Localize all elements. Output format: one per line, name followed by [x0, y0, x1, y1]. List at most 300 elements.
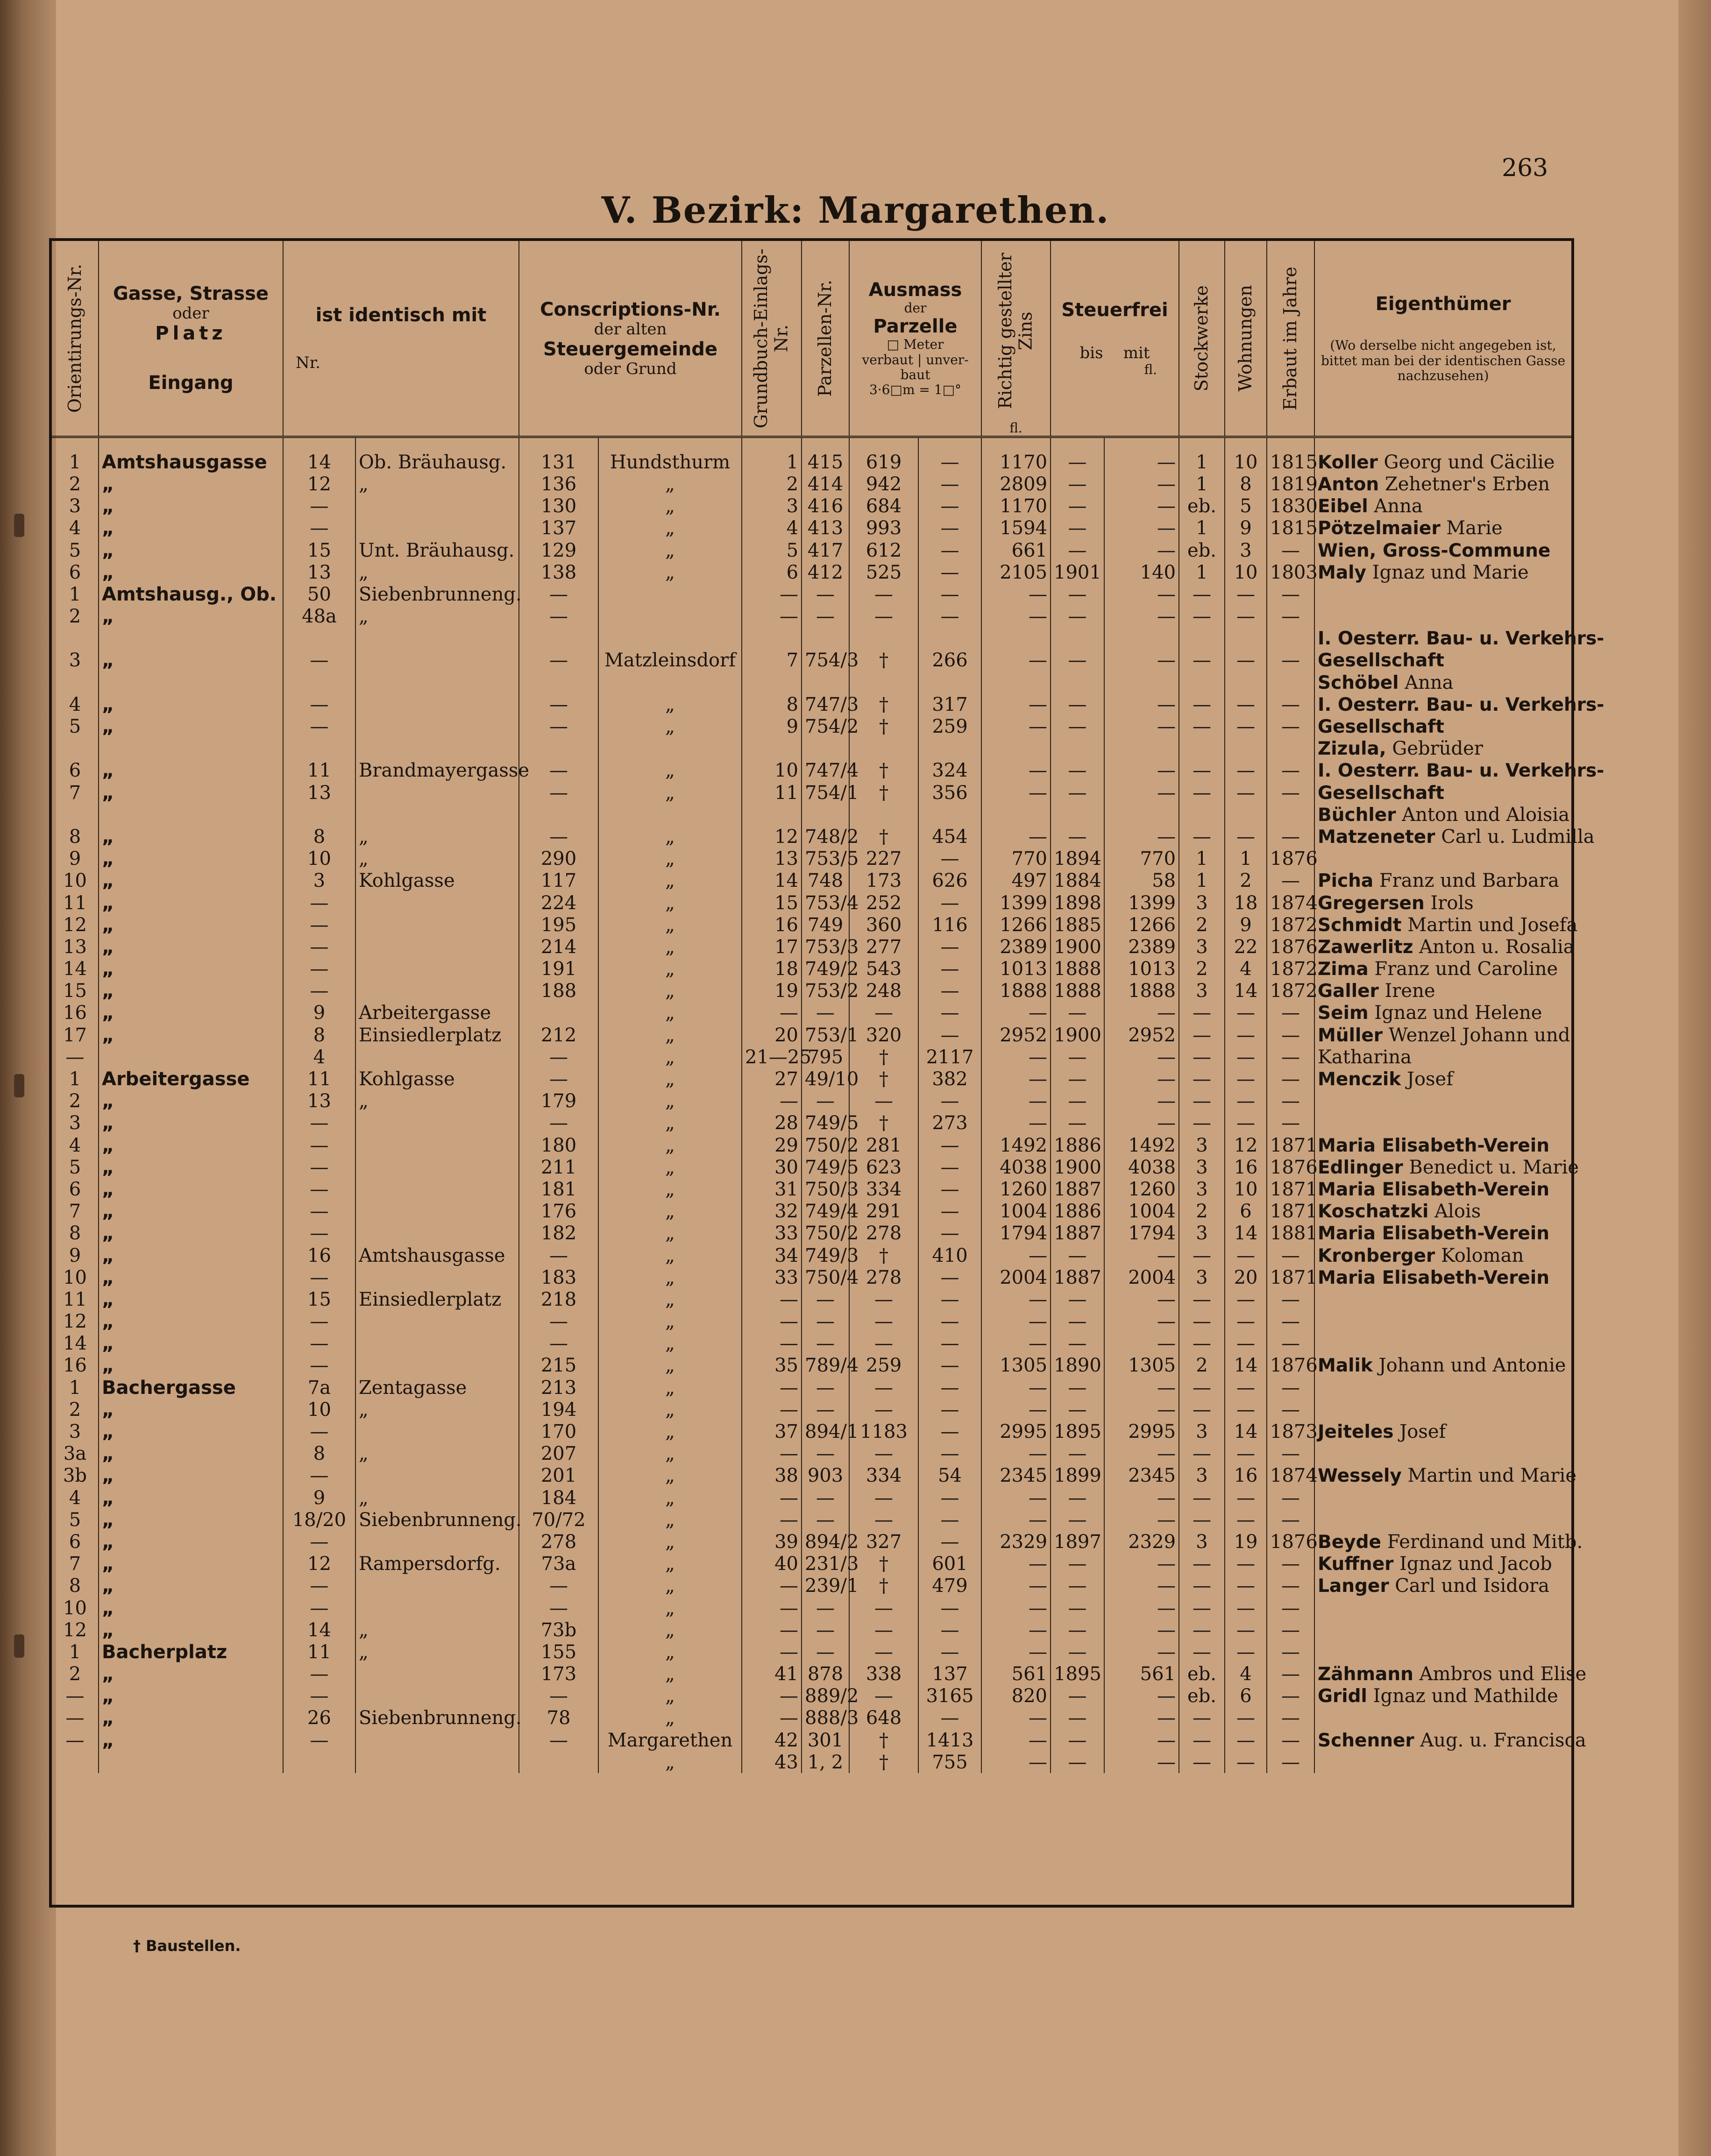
identisch-gasse-cell: „: [355, 848, 519, 870]
identisch-gasse-cell: „: [355, 606, 519, 628]
grund-cell: „: [598, 914, 742, 936]
ausmass-unverbaut-cell: —: [918, 1024, 981, 1046]
grund-cell: „: [598, 715, 742, 737]
table-row: [52, 1377, 1571, 1399]
wohnungen-cell: [1225, 628, 1267, 650]
erbaut-cell: —: [1267, 826, 1314, 848]
ausmass-verbaut-cell: 543: [849, 958, 918, 980]
wohnungen-cell: 6: [1225, 1201, 1267, 1223]
orientierung-nr-cell: [52, 672, 99, 693]
col-identisch: ist identisch mit Nr.: [283, 241, 519, 437]
steuerfrei-bis-cell: 1895: [1051, 1663, 1104, 1685]
eigenthuemer-cell: [1314, 870, 1571, 892]
ausmass-verbaut-cell: †: [849, 1046, 918, 1068]
parzellen-nr-cell: 754/2: [802, 715, 849, 737]
conscriptions-nr-cell: 224: [519, 892, 598, 914]
grund-cell: „: [598, 1399, 742, 1421]
steuerfrei-bis-cell: [1051, 672, 1104, 693]
table-row: [52, 914, 1571, 936]
page-number: 263: [1502, 154, 1548, 182]
orientierung-nr-cell: 2: [52, 1399, 99, 1421]
owner-surname: Maly: [1318, 562, 1366, 583]
orientierung-nr-cell: 7: [52, 1553, 99, 1575]
parzellen-nr-cell: 888/3: [802, 1707, 849, 1729]
erbaut-cell: 1803: [1267, 561, 1314, 583]
table-row: [52, 1575, 1571, 1597]
parzellen-nr-cell: 789/4: [802, 1355, 849, 1377]
owner-surname: Büchler: [1318, 804, 1396, 826]
steuerfrei-mit-cell: 561: [1104, 1663, 1179, 1685]
eigenthuemer-cell: [1314, 1112, 1571, 1134]
parzellen-nr-cell: 750/4: [802, 1266, 849, 1288]
steuerfrei-mit-cell: 1305: [1104, 1355, 1179, 1377]
grundbuch-nr-cell: 43: [742, 1751, 802, 1773]
table-row: [52, 1333, 1571, 1355]
erbaut-cell: 1871: [1267, 1266, 1314, 1288]
identisch-gasse-cell: [355, 738, 519, 760]
steuerfrei-bis-cell: —: [1051, 1487, 1104, 1509]
ausmass-unverbaut-cell: —: [918, 1002, 981, 1024]
zins-cell: 661: [981, 539, 1051, 561]
table-row: [52, 1046, 1571, 1068]
identisch-gasse-cell: [355, 1333, 519, 1355]
table-row: [52, 1707, 1571, 1729]
orientierung-nr-cell: 2: [52, 606, 99, 628]
eigenthuemer-cell: [1314, 1663, 1587, 1685]
stockwerke-cell: —: [1179, 1046, 1225, 1068]
stockwerke-cell: 2: [1179, 1355, 1225, 1377]
wohnungen-cell: 10: [1225, 1178, 1267, 1200]
steuerfrei-bis-cell: —: [1051, 1377, 1104, 1399]
eigenthuemer-cell: [1314, 1090, 1571, 1112]
erbaut-cell: [1267, 738, 1314, 760]
owner-surname: Zima: [1318, 959, 1369, 980]
orientierung-nr-cell: 17: [52, 1024, 99, 1046]
grundbuch-nr-cell: 33: [742, 1223, 802, 1244]
ausmass-verbaut-cell: —: [849, 583, 918, 605]
eigenthuemer-cell: [1314, 1751, 1571, 1773]
owner-given: Carl u. Ludmilla: [1441, 826, 1595, 848]
grund-cell: [598, 804, 742, 826]
stockwerke-cell: —: [1179, 1112, 1225, 1134]
orientierung-nr-cell: 3a: [52, 1443, 99, 1465]
steuerfrei-mit-cell: —: [1104, 1707, 1179, 1729]
gasse-cell: „: [99, 1156, 283, 1178]
table-row: [52, 1266, 1571, 1288]
ausmass-verbaut-cell: —: [849, 1641, 918, 1663]
conscriptions-nr-cell: —: [519, 1046, 598, 1068]
gasse-cell: „: [99, 936, 283, 958]
erbaut-cell: [1267, 672, 1314, 693]
identisch-nr-cell: 16: [283, 1244, 355, 1266]
erbaut-cell: —: [1267, 1288, 1314, 1310]
steuerfrei-mit-cell: —: [1104, 539, 1179, 561]
parzellen-nr-cell: 748/2: [802, 826, 849, 848]
erbaut-cell: —: [1267, 539, 1314, 561]
identisch-gasse-cell: Unt. Bräuhausg.: [355, 539, 519, 561]
grundbuch-nr-cell: 41: [742, 1663, 802, 1685]
steuerfrei-bis-cell: —: [1051, 1619, 1104, 1641]
grund-cell: „: [598, 1663, 742, 1685]
conscriptions-nr-cell: —: [519, 1575, 598, 1597]
ausmass-verbaut-cell: 173: [849, 870, 918, 892]
conscriptions-nr-cell: —: [519, 1597, 598, 1619]
parzellen-nr-cell: —: [802, 1641, 849, 1663]
identisch-nr-cell: 9: [283, 1487, 355, 1509]
identisch-gasse-cell: [355, 672, 519, 693]
gasse-cell: „: [99, 1663, 283, 1685]
grundbuch-nr-cell: 21—25: [742, 1046, 802, 1068]
identisch-nr-cell: [283, 672, 355, 693]
conscriptions-nr-cell: 188: [519, 980, 598, 1002]
ausmass-verbaut-cell: —: [849, 1685, 918, 1707]
grund-cell: „: [598, 1201, 742, 1223]
parzellen-nr-cell: —: [802, 1311, 849, 1333]
ausmass-unverbaut-cell: —: [918, 936, 981, 958]
wohnungen-cell: —: [1225, 650, 1267, 672]
table-row: [52, 1641, 1571, 1663]
parzellen-nr-cell: —: [802, 583, 849, 605]
parzellen-nr-cell: 750/2: [802, 1134, 849, 1156]
identisch-nr-cell: 11: [283, 760, 355, 782]
table-row: [52, 1553, 1571, 1575]
parzellen-nr-cell: 754/3: [802, 650, 849, 672]
stockwerke-cell: 2: [1179, 1201, 1225, 1223]
ausmass-verbaut-cell: —: [849, 1090, 918, 1112]
parzellen-nr-cell: 749: [802, 914, 849, 936]
stockwerke-cell: eb.: [1179, 1685, 1225, 1707]
steuerfrei-mit-cell: —: [1104, 606, 1179, 628]
owner-given: Anton und Aloisia: [1402, 804, 1570, 826]
steuerfrei-mit-cell: —: [1104, 1487, 1179, 1509]
wohnungen-cell: —: [1225, 1288, 1267, 1310]
ausmass-verbaut-cell: 278: [849, 1223, 918, 1244]
table-row: [52, 738, 1571, 760]
erbaut-cell: —: [1267, 1399, 1314, 1421]
table-row: [52, 606, 1571, 628]
table-row: [52, 1178, 1571, 1200]
parzellen-nr-cell: [802, 738, 849, 760]
ausmass-verbaut-cell: 684: [849, 495, 918, 517]
erbaut-cell: —: [1267, 1024, 1314, 1046]
zins-cell: —: [981, 650, 1051, 672]
table-row: [52, 760, 1571, 782]
ausmass-unverbaut-cell: —: [918, 495, 981, 517]
parzellen-nr-cell: 749/4: [802, 1201, 849, 1223]
zins-cell: —: [981, 1707, 1051, 1729]
zins-cell: 1170: [981, 437, 1051, 474]
ausmass-verbaut-cell: 277: [849, 936, 918, 958]
zins-cell: —: [981, 1597, 1051, 1619]
parzellen-nr-cell: 239/1: [802, 1575, 849, 1597]
ausmass-unverbaut-cell: —: [918, 583, 981, 605]
erbaut-cell: —: [1267, 1046, 1314, 1068]
conscriptions-nr-cell: [519, 628, 598, 650]
orientierung-nr-cell: 9: [52, 1244, 99, 1266]
steuerfrei-mit-cell: —: [1104, 1112, 1179, 1134]
conscriptions-nr-cell: —: [519, 1311, 598, 1333]
table-row: [52, 1134, 1571, 1156]
table-row: [52, 1024, 1571, 1046]
steuerfrei-mit-cell: —: [1104, 473, 1179, 495]
owner-given: Ferdinand und Mitb.: [1387, 1531, 1583, 1553]
conscriptions-nr-cell: 130: [519, 495, 598, 517]
steuerfrei-bis-cell: 1899: [1051, 1465, 1104, 1487]
ausmass-verbaut-cell: †: [849, 1751, 918, 1773]
grundbuch-nr-cell: 9: [742, 715, 802, 737]
identisch-gasse-cell: Siebenbrunneng.: [355, 1707, 519, 1729]
grund-cell: Matzleinsdorf: [598, 650, 742, 672]
stockwerke-cell: —: [1179, 1244, 1225, 1266]
stockwerke-cell: 3: [1179, 1223, 1225, 1244]
parzellen-nr-cell: —: [802, 1002, 849, 1024]
owner-surname: Gesellschaft: [1318, 650, 1444, 672]
orientierung-nr-cell: 3: [52, 1421, 99, 1442]
owner-surname: Galler: [1318, 981, 1379, 1002]
gasse-cell: „: [99, 1443, 283, 1465]
identisch-gasse-cell: [355, 1134, 519, 1156]
gasse-cell: „: [99, 1333, 283, 1355]
stockwerke-cell: 3: [1179, 1178, 1225, 1200]
owner-given: Wenzel Johann und: [1388, 1024, 1570, 1046]
owner-given: Marie: [1446, 517, 1503, 539]
binding-hole: [14, 1074, 24, 1097]
owner-surname: Malik: [1318, 1355, 1373, 1377]
col-erbaut: Erbaut im Jahre: [1267, 241, 1314, 437]
ausmass-verbaut-cell: †: [849, 1068, 918, 1090]
identisch-gasse-cell: [355, 517, 519, 539]
erbaut-cell: 1881: [1267, 1223, 1314, 1244]
eigenthuemer-cell: [1314, 1156, 1579, 1178]
gasse-cell: „: [99, 1619, 283, 1641]
steuerfrei-mit-cell: 1013: [1104, 958, 1179, 980]
owner-surname: Langer: [1318, 1576, 1389, 1597]
erbaut-cell: —: [1267, 1311, 1314, 1333]
steuerfrei-mit-cell: —: [1104, 1244, 1179, 1266]
erbaut-cell: 1871: [1267, 1134, 1314, 1156]
ausmass-verbaut-cell: †: [849, 715, 918, 737]
steuerfrei-bis-cell: —: [1051, 1729, 1104, 1751]
wohnungen-cell: 18: [1225, 892, 1267, 914]
owner-surname: Müller: [1318, 1025, 1383, 1046]
grund-cell: „: [598, 1311, 742, 1333]
wohnungen-cell: 4: [1225, 958, 1267, 980]
erbaut-cell: —: [1267, 1729, 1314, 1751]
owner-surname: Jeiteles: [1318, 1421, 1394, 1443]
steuerfrei-bis-cell: —: [1051, 1068, 1104, 1090]
grund-cell: „: [598, 1112, 742, 1134]
identisch-nr-cell: [283, 738, 355, 760]
ausmass-verbaut-cell: 993: [849, 517, 918, 539]
identisch-nr-cell: 12: [283, 1553, 355, 1575]
ausmass-unverbaut-cell: —: [918, 848, 981, 870]
zins-cell: —: [981, 715, 1051, 737]
orientierung-nr-cell: 5: [52, 1156, 99, 1178]
parzellen-nr-cell: —: [802, 1333, 849, 1355]
grundbuch-nr-cell: 15: [742, 892, 802, 914]
register-table: [52, 241, 1605, 1773]
grund-cell: „: [598, 561, 742, 583]
steuerfrei-bis-cell: 1884: [1051, 870, 1104, 892]
stockwerke-cell: —: [1179, 760, 1225, 782]
steuerfrei-bis-cell: —: [1051, 1311, 1104, 1333]
owner-surname: Seim: [1318, 1003, 1369, 1024]
stockwerke-cell: 3: [1179, 1266, 1225, 1288]
identisch-nr-cell: —: [283, 1134, 355, 1156]
parzellen-nr-cell: 49/10: [802, 1068, 849, 1090]
ausmass-verbaut-cell: 942: [849, 473, 918, 495]
orientierung-nr-cell: 8: [52, 826, 99, 848]
orientierung-nr-cell: 6: [52, 1531, 99, 1553]
erbaut-cell: —: [1267, 1112, 1314, 1134]
identisch-nr-cell: [283, 628, 355, 650]
steuerfrei-mit-cell: —: [1104, 826, 1179, 848]
stockwerke-cell: eb.: [1179, 495, 1225, 517]
stockwerke-cell: 1: [1179, 848, 1225, 870]
table-row: [52, 1244, 1571, 1266]
owner-given: Franz und Barbara: [1379, 870, 1559, 892]
owner-given: Ignaz und Marie: [1372, 561, 1529, 583]
identisch-nr-cell: —: [283, 1575, 355, 1597]
owner-surname: I. Oesterr. Bau- u. Verkehrs-: [1318, 628, 1605, 650]
eigenthuemer-cell: [1314, 517, 1571, 539]
stockwerke-cell: —: [1179, 1641, 1225, 1663]
steuerfrei-bis-cell: 1895: [1051, 1421, 1104, 1442]
steuerfrei-bis-cell: —: [1051, 539, 1104, 561]
owner-surname: Zizula,: [1318, 738, 1386, 760]
ausmass-verbaut-cell: 320: [849, 1024, 918, 1046]
gasse-cell: „: [99, 561, 283, 583]
table-row: [52, 1112, 1571, 1134]
grund-cell: „: [598, 892, 742, 914]
grund-cell: „: [598, 1068, 742, 1090]
grundbuch-nr-cell: —: [742, 1707, 802, 1729]
owner-surname: Maria Elisabeth-Verein: [1318, 1179, 1550, 1200]
conscriptions-nr-cell: [519, 1002, 598, 1024]
identisch-nr-cell: —: [283, 1597, 355, 1619]
ausmass-unverbaut-cell: 116: [918, 914, 981, 936]
table-row: [52, 473, 1571, 495]
ausmass-verbaut-cell: —: [849, 606, 918, 628]
conscriptions-nr-cell: [519, 738, 598, 760]
ausmass-unverbaut-cell: 479: [918, 1575, 981, 1597]
owner-given: Anton u. Rosalia: [1419, 936, 1575, 958]
conscriptions-nr-cell: 179: [519, 1090, 598, 1112]
grundbuch-nr-cell: 8: [742, 693, 802, 715]
parzellen-nr-cell: —: [802, 1399, 849, 1421]
ausmass-unverbaut-cell: 3165: [918, 1685, 981, 1707]
owner-surname: Edlinger: [1318, 1157, 1403, 1178]
gasse-cell: „: [99, 1223, 283, 1244]
wohnungen-cell: [1225, 738, 1267, 760]
owner-surname: Schöbel: [1318, 672, 1399, 693]
wohnungen-cell: —: [1225, 760, 1267, 782]
wohnungen-cell: 5: [1225, 495, 1267, 517]
steuerfrei-mit-cell: —: [1104, 1090, 1179, 1112]
eigenthuemer-cell: [1314, 1288, 1571, 1310]
identisch-nr-cell: —: [283, 1266, 355, 1288]
grundbuch-nr-cell: 27: [742, 1068, 802, 1090]
gasse-cell: „: [99, 1134, 283, 1156]
identisch-gasse-cell: [355, 1355, 519, 1377]
orientierung-nr-cell: 14: [52, 958, 99, 980]
ausmass-unverbaut-cell: [918, 672, 981, 693]
gasse-cell: Bacherplatz: [99, 1641, 283, 1663]
wohnungen-cell: —: [1225, 1509, 1267, 1531]
grund-cell: „: [598, 958, 742, 980]
erbaut-cell: 1872: [1267, 958, 1314, 980]
parzellen-nr-cell: —: [802, 1377, 849, 1399]
identisch-nr-cell: 4: [283, 1046, 355, 1068]
eigenthuemer-cell: [1314, 1311, 1571, 1333]
owner-given: Anna: [1374, 495, 1423, 517]
grund-cell: „: [598, 473, 742, 495]
wohnungen-cell: 14: [1225, 1355, 1267, 1377]
eigenthuemer-cell: [1314, 1509, 1571, 1531]
erbaut-cell: 1872: [1267, 980, 1314, 1002]
grundbuch-nr-cell: 38: [742, 1465, 802, 1487]
gasse-cell: „: [99, 1465, 283, 1487]
eigenthuemer-cell: [1314, 693, 1605, 715]
grundbuch-nr-cell: [742, 628, 802, 650]
steuerfrei-bis-cell: —: [1051, 1002, 1104, 1024]
eigenthuemer-cell: [1314, 1399, 1571, 1421]
identisch-nr-cell: —: [283, 1112, 355, 1134]
identisch-gasse-cell: „: [355, 1619, 519, 1641]
grundbuch-nr-cell: —: [742, 1443, 802, 1465]
table-row: [52, 583, 1571, 605]
ausmass-verbaut-cell: 360: [849, 914, 918, 936]
conscriptions-nr-cell: 180: [519, 1134, 598, 1156]
owner-surname: Maria Elisabeth-Verein: [1318, 1223, 1550, 1244]
eigenthuemer-cell: [1314, 1597, 1571, 1619]
gasse-cell: „: [99, 1553, 283, 1575]
erbaut-cell: 1871: [1267, 1178, 1314, 1200]
gasse-cell: „: [99, 1421, 283, 1442]
identisch-gasse-cell: [355, 782, 519, 804]
conscriptions-nr-cell: —: [519, 1729, 598, 1751]
steuerfrei-mit-cell: 2389: [1104, 936, 1179, 958]
steuerfrei-mit-cell: —: [1104, 437, 1179, 474]
orientierung-nr-cell: 11: [52, 1288, 99, 1310]
grundbuch-nr-cell: 2: [742, 473, 802, 495]
stockwerke-cell: —: [1179, 1024, 1225, 1046]
erbaut-cell: 1876: [1267, 936, 1314, 958]
ausmass-verbaut-cell: †: [849, 1729, 918, 1751]
wohnungen-cell: —: [1225, 1068, 1267, 1090]
eigenthuemer-cell: [1314, 1266, 1571, 1288]
steuerfrei-mit-cell: —: [1104, 1288, 1179, 1310]
stockwerke-cell: —: [1179, 1311, 1225, 1333]
wohnungen-cell: —: [1225, 1707, 1267, 1729]
steuerfrei-mit-cell: —: [1104, 760, 1179, 782]
wohnungen-cell: —: [1225, 1553, 1267, 1575]
conscriptions-nr-cell: 173: [519, 1663, 598, 1685]
col-parzellen: Parzellen-Nr.: [802, 241, 849, 437]
eigenthuemer-cell: [1314, 980, 1571, 1002]
ausmass-verbaut-cell: [849, 804, 918, 826]
conscriptions-nr-cell: —: [519, 760, 598, 782]
steuerfrei-mit-cell: —: [1104, 1068, 1179, 1090]
identisch-nr-cell: [283, 804, 355, 826]
wohnungen-cell: —: [1225, 1751, 1267, 1773]
identisch-nr-cell: 3: [283, 870, 355, 892]
identisch-gasse-cell: „: [355, 561, 519, 583]
ausmass-verbaut-cell: —: [849, 1487, 918, 1509]
orientierung-nr-cell: 10: [52, 1266, 99, 1288]
conscriptions-nr-cell: 213: [519, 1377, 598, 1399]
zins-cell: 1004: [981, 1201, 1051, 1223]
